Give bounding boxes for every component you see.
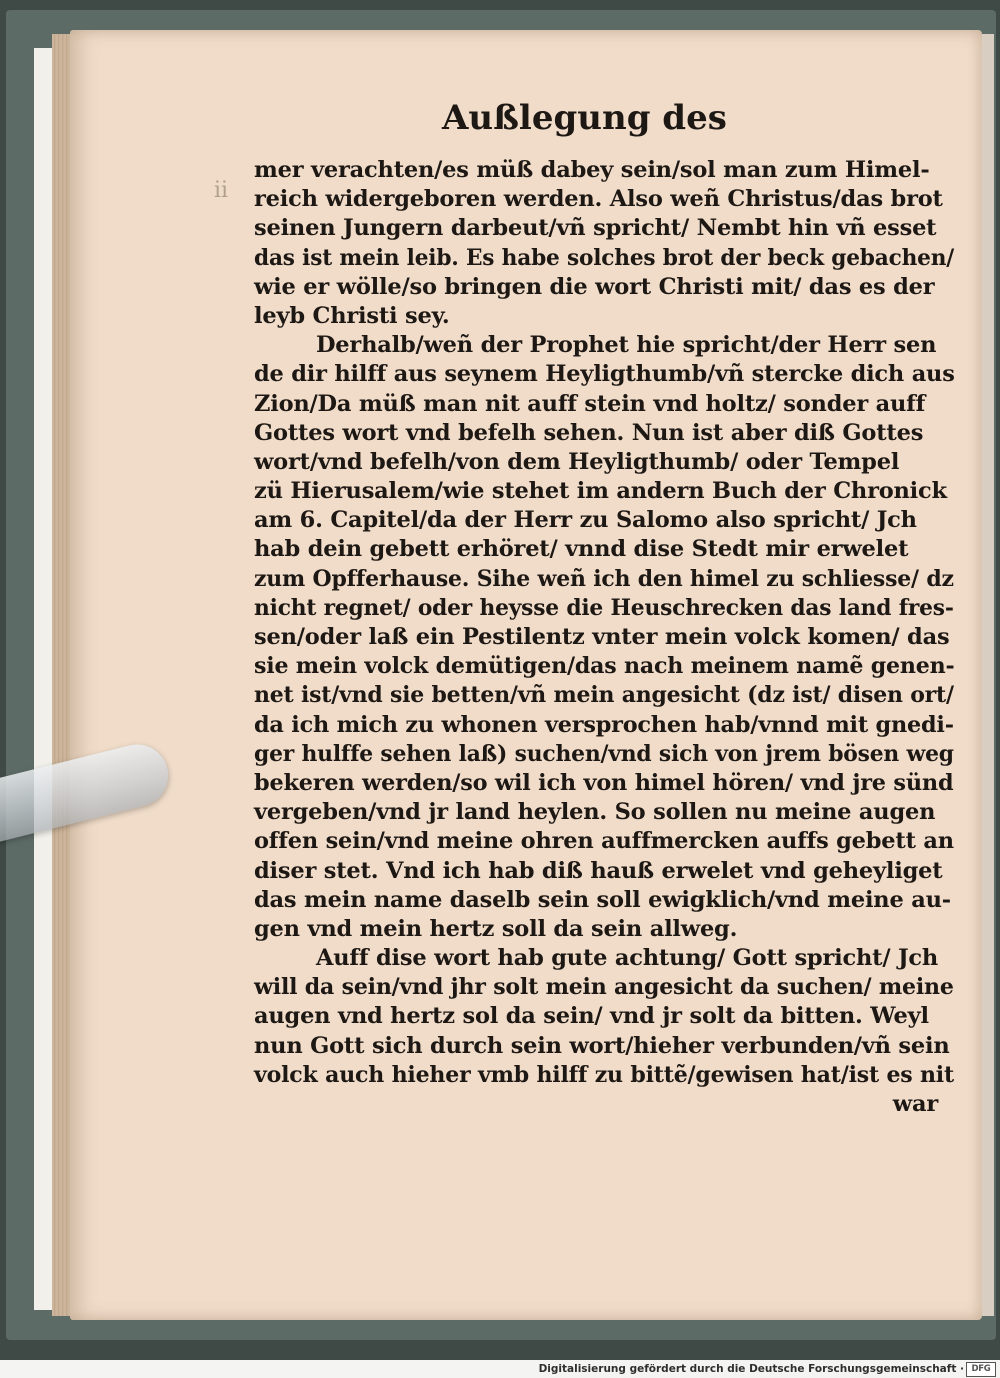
text-line: wort/vnd befelh/von dem Heyligthumb/ oder Tempel <box>254 448 900 475</box>
text-line: sie mein volck demütigen/das nach meinem namẽ genen- <box>254 653 955 680</box>
digitization-credit: Digitalisierung gefördert durch die Deutsche Forschungsgemeinschaft · <box>538 1363 964 1375</box>
text-line: reich widergeboren werden. Also weñ Christus/das brot <box>254 186 943 213</box>
text-line: Gottes wort vnd befelh sehen. Nun ist aber diß Gottes <box>254 419 924 446</box>
text-line: gen vnd mein hertz soll da sein allweg. <box>254 915 738 942</box>
text-line: da ich mich zu whonen versprochen hab/vnnd mit gnedi- <box>254 711 954 738</box>
right-page-edge <box>982 34 994 1316</box>
running-heading: Außlegung des <box>442 98 727 138</box>
text-line: vergeben/vnd jr land heylen. So sollen nu meine augen <box>254 799 936 826</box>
text-line: will da sein/vnd jhr solt mein angesicht da suchen/ meine <box>254 974 954 1001</box>
text-line: bekeren werden/so wil ich von himel hören/ vnd jre sünd <box>254 769 954 796</box>
text-line: wie er wölle/so bringen die wort Christi mit/ das es der <box>254 273 935 300</box>
text-line: nun Gott sich durch sein wort/hieher verbunden/vñ sein <box>254 1032 950 1059</box>
text-line: ger hulffe sehen laß) suchen/vnd sich von jrem bösen weg <box>254 740 954 767</box>
text-line: das ist mein leib. Es habe solches brot der beck gebachen/ <box>254 244 955 271</box>
text-line: offen sein/vnd meine ohren auffmercken auffs gebett an <box>254 828 954 855</box>
text-line: Auff dise wort hab gute achtung/ Gott spricht/ Jch <box>316 945 939 972</box>
text-line: zum Opfferhause. Sihe weñ ich den himel zu schliesse/ dz <box>254 565 954 592</box>
text-line: leyb Christi sey. <box>254 302 450 329</box>
text-line: am 6. Capitel/da der Herr zu Salomo also spricht/ Jch <box>254 507 917 534</box>
dfg-logo: DFG <box>966 1362 996 1377</box>
text-line: nicht regnet/ oder heysse die Heuschrecken das land fres- <box>254 594 954 621</box>
text-line: seinen Jungern darbeut/vñ spricht/ Nembt hin vñ esset <box>254 215 937 242</box>
text-line: Derhalb/weñ der Prophet hie spricht/der Herr sen <box>316 332 937 359</box>
text-line: zü Hierusalem/wie stehet im andern Buch der Chronick <box>254 478 947 505</box>
text-line: net ist/vnd sie betten/vñ mein angesicht (dz ist/ disen ort/ <box>254 682 954 709</box>
text-line: sen/oder laß ein Pestilentz vnter mein volck komen/ das <box>254 624 950 650</box>
text-line: volck auch hieher vmb hilff zu bittẽ/gewisen hat/ist es nit <box>254 1061 954 1088</box>
text-line: hab dein gebett erhöret/ vnnd dise Stedt mir erwelet <box>254 536 909 563</box>
text-line: de dir hilff aus seynem Heyligthumb/vñ stercke dich aus <box>254 361 955 388</box>
text-line: Zion/Da müß man nit auff stein vnd holtz/ sonder auff <box>254 390 926 417</box>
text-line: augen vnd hertz sol da sein/ vnd jr solt da bitten. Weyl <box>254 1003 929 1030</box>
text-line: war <box>892 1091 938 1117</box>
text-block <box>254 156 954 1119</box>
text-line: diser stet. Vnd ich hab diß hauß erwelet vnd geheyliget <box>254 857 943 884</box>
text-line: das mein name daselb sein soll ewigklich/vnd meine au- <box>254 886 951 913</box>
margin-mark: ii <box>214 178 229 203</box>
text-line: mer verachten/es müß dabey sein/sol man zum Himel- <box>254 157 930 183</box>
